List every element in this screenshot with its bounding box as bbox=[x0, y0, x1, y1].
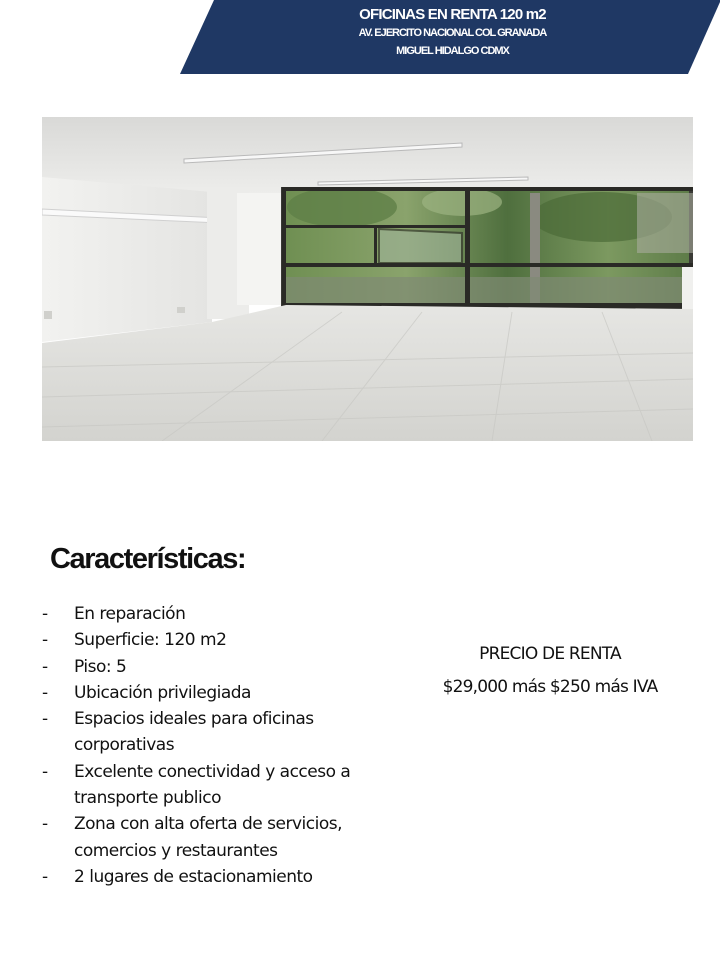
feature-text: - Zona con alta oferta de servicios, comercios y restaurantes bbox=[74, 814, 342, 861]
features-heading: Características: bbox=[50, 543, 246, 575]
list-item bbox=[42, 706, 402, 759]
listing-title: OFICINAS EN RENTA 120 m2 bbox=[359, 6, 546, 23]
list-item bbox=[42, 601, 402, 627]
banner-text bbox=[180, 6, 720, 60]
feature-text: - Piso: 5 bbox=[74, 656, 127, 677]
feature-text: - 2 lugares de estacionamiento bbox=[74, 866, 313, 887]
listing-city: MIGUEL HIDALGO CDMX bbox=[396, 45, 509, 57]
price-value: $29,000 más $250 más IVA bbox=[442, 677, 658, 697]
feature-text: - En reparación bbox=[74, 604, 186, 624]
price-label: PRECIO DE RENTA bbox=[479, 644, 621, 664]
list-item bbox=[42, 759, 402, 812]
office-photo bbox=[42, 117, 693, 441]
list-item bbox=[42, 654, 402, 680]
price-block bbox=[420, 642, 680, 699]
feature-text: - Excelente conectividad y acceso a transporte publico bbox=[74, 761, 351, 809]
header-banner bbox=[180, 0, 720, 74]
list-item bbox=[42, 627, 402, 653]
list-item bbox=[42, 811, 402, 864]
feature-text: - Espacios ideales para oficinas corporativas bbox=[74, 709, 314, 756]
listing-address: AV. EJERCITO NACIONAL COL GRANADA bbox=[358, 27, 547, 39]
list-item bbox=[42, 680, 402, 706]
features-list bbox=[42, 601, 402, 890]
list-item bbox=[42, 864, 402, 890]
feature-text: - Ubicación privilegiada bbox=[74, 682, 251, 703]
feature-text: - Superficie: 120 m2 bbox=[74, 630, 227, 651]
